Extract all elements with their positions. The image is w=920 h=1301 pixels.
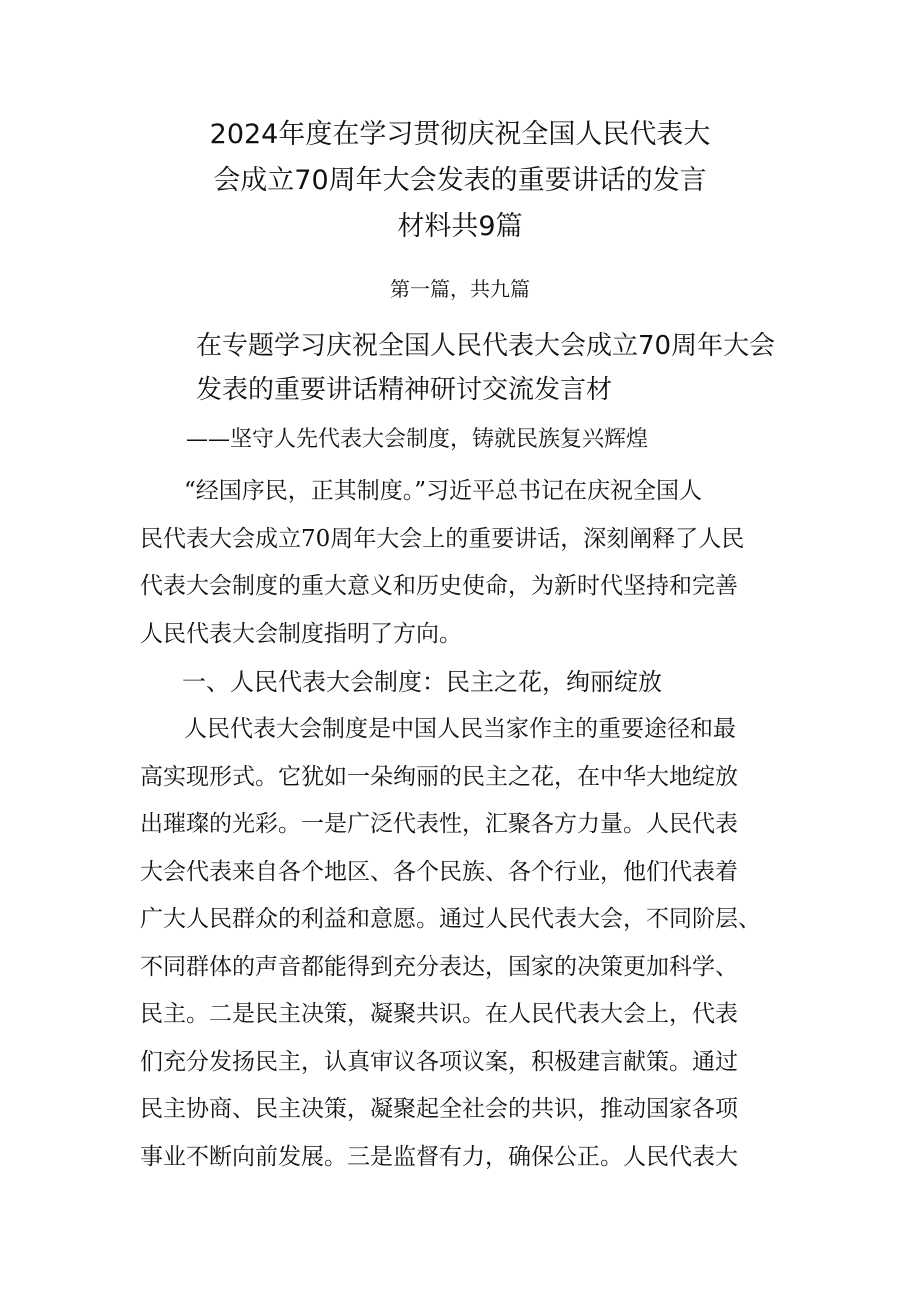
title-line: 会成立70周年大会发表的重要讲话的发言 bbox=[213, 165, 707, 196]
title-line: 材料共9篇 bbox=[397, 211, 523, 242]
section-one-paragraph bbox=[140, 706, 800, 1181]
paragraph-line: 不同群体的声音都能得到充分表达，国家的决策更加科学、 bbox=[140, 953, 738, 980]
section-one-heading: 一、人民代表大会制度：民主之花，绚丽绽放 bbox=[182, 668, 662, 696]
paragraph-line: 事业不断向前发展。三是监督有力，确保公正。人民代表大 bbox=[140, 1143, 738, 1170]
paragraph-line: 高实现形式。它犹如一朵绚丽的民主之花，在中华大地绽放 bbox=[140, 763, 738, 790]
title-line: 2024年度在学习贯彻庆祝全国人民代表大 bbox=[209, 119, 711, 150]
paragraph-line: 代表大会制度的重大意义和历史使命，为新时代坚持和完善 bbox=[140, 573, 738, 599]
heading-line: 发表的重要讲话精神研讨交流发言材 bbox=[196, 375, 613, 405]
heading-line: 在专题学习庆祝全国人民代表大会成立70周年大会 bbox=[196, 331, 776, 361]
article-heading bbox=[196, 324, 816, 412]
paragraph-line: 大会代表来自各个地区、各个民族、各个行业，他们代表着 bbox=[140, 858, 738, 885]
paragraph-line: 人民代表大会制度是中国人民当家作主的重要途径和最 bbox=[184, 716, 736, 742]
paragraph-line: 民代表大会成立70周年大会上的重要讲话，深刻阐释了人民 bbox=[140, 525, 745, 552]
paragraph-line: 人民代表大会制度指明了方向。 bbox=[140, 620, 462, 647]
paragraph-line: 民主。二是民主决策，凝聚共识。在人民代表大会上，代表 bbox=[140, 1001, 738, 1027]
paragraph-line: 民主协商、民主决策，凝聚起全社会的共识，推动国家各项 bbox=[140, 1096, 738, 1122]
article-subtitle: ——坚守人先代表大会制度，铸就民族复兴辉煌 bbox=[186, 427, 649, 452]
paragraph-line: “经国序民，正其制度。”习近平总书记在庆祝全国人 bbox=[184, 478, 703, 504]
paragraph-line: 出璀璨的光彩。一是广泛代表性，汇聚各方力量。人民代表 bbox=[140, 811, 738, 837]
paragraph-line: 们充分发扬民主，认真审议各项议案，积极建言献策。通过 bbox=[140, 1048, 738, 1075]
document-title bbox=[120, 112, 800, 250]
paragraph-line: 广大人民群众的利益和意愿。通过人民代表大会，不同阶层、 bbox=[140, 906, 761, 932]
intro-paragraph bbox=[140, 468, 800, 658]
part-label: 第一篇，共九篇 bbox=[390, 277, 530, 301]
